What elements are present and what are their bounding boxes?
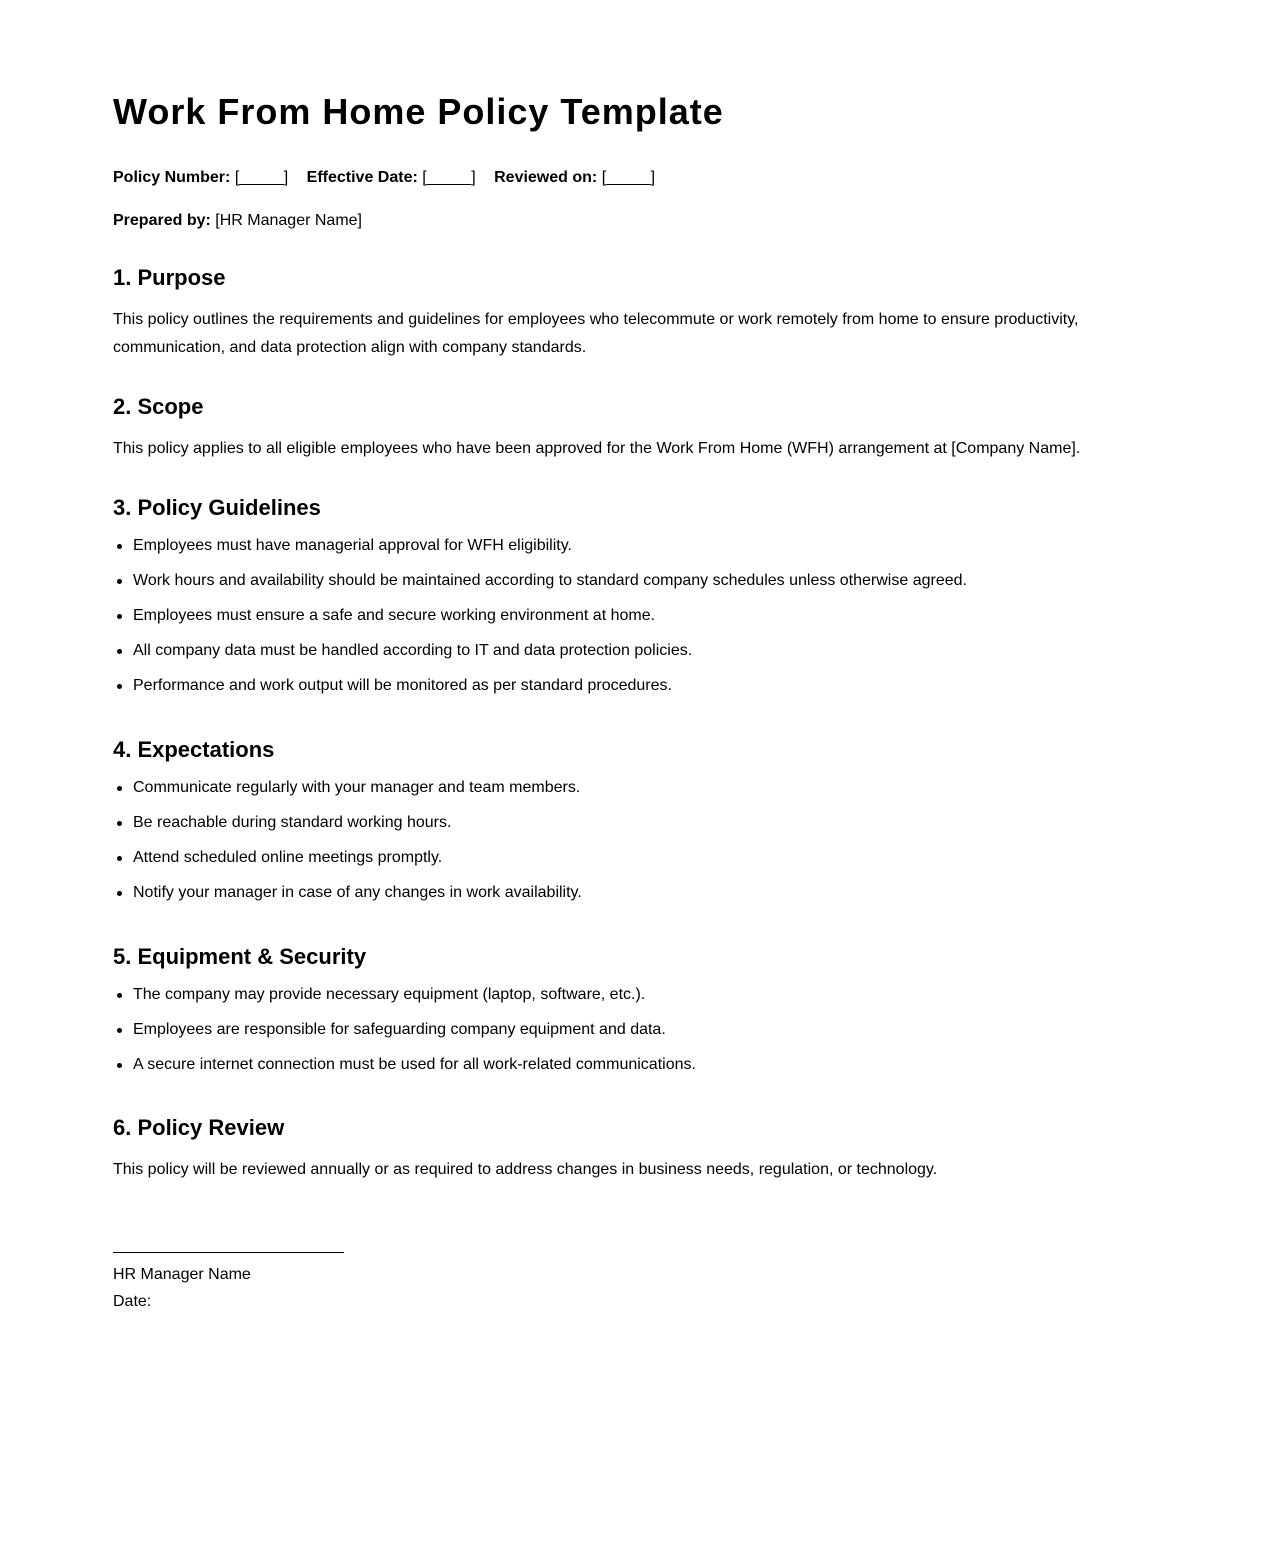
list-item: Be reachable during standard working hours. <box>133 813 1153 833</box>
document-title: Work From Home Policy Template <box>113 91 724 132</box>
section-policy-guidelines <box>113 494 1153 711</box>
signature-date-label: Date: <box>113 1293 152 1310</box>
expectations-list <box>113 778 1153 903</box>
list-item: Performance and work output will be monitored as per standard procedures. <box>133 676 1153 696</box>
section-paragraph: This policy will be reviewed annually or as required to address changes in business needs, regulation, or technology. <box>113 1161 938 1178</box>
list-item: All company data must be handled according to IT and data protection policies. <box>133 641 1153 661</box>
section-equipment-security <box>113 943 1153 1090</box>
list-item: Work hours and availability should be maintained according to standard company schedules unless otherwise agreed. <box>133 571 1153 591</box>
section-heading: 5. Equipment & Security <box>113 944 367 969</box>
list-item: Employees must have managerial approval for WFH eligibility. <box>133 536 1153 556</box>
prepared-by-value: [HR Manager Name] <box>215 212 362 229</box>
section-paragraph: This policy applies to all eligible employees who have been approved for the Work From Home (WFH) arrangement at [Company Name]. <box>113 440 1081 457</box>
bullet-icon <box>117 856 122 861</box>
bullet-icon <box>117 1028 122 1033</box>
bullet-icon <box>117 579 122 584</box>
list-item: The company may provide necessary equipment (laptop, software, etc.). <box>133 985 1153 1005</box>
equipment-list <box>113 985 1153 1075</box>
reviewed-on-label: Reviewed on: <box>494 169 598 186</box>
signature-line <box>113 1252 344 1253</box>
section-expectations <box>113 736 1153 918</box>
section-heading: 1. Purpose <box>113 265 226 290</box>
list-item: Employees must ensure a safe and secure working environment at home. <box>133 606 1153 626</box>
signature-name: HR Manager Name <box>113 1266 251 1283</box>
section-heading: 2. Scope <box>113 394 204 419</box>
section-policy-review <box>113 1114 1153 1184</box>
guidelines-list <box>113 536 1153 696</box>
list-item: Communicate regularly with your manager and team members. <box>133 778 1153 798</box>
policy-number-label: Policy Number: <box>113 169 231 186</box>
reviewed-on-value: [_____] <box>601 169 656 186</box>
signature-block <box>113 1252 344 1312</box>
section-purpose <box>113 264 1153 362</box>
list-item: Employees are responsible for safeguarding company equipment and data. <box>133 1020 1153 1040</box>
reviewed-on <box>494 168 655 188</box>
bullet-icon <box>117 649 122 654</box>
policy-meta-row <box>113 168 669 188</box>
section-heading: 4. Expectations <box>113 737 275 762</box>
prepared-by-label: Prepared by: <box>113 212 211 229</box>
effective-date-label: Effective Date: <box>306 169 418 186</box>
prepared-by-row <box>113 211 362 231</box>
list-item: A secure internet connection must be used for all work-related communications. <box>133 1055 1153 1075</box>
policy-number-value: [_____] <box>234 169 289 186</box>
bullet-icon <box>117 821 122 826</box>
section-heading: 6. Policy Review <box>113 1115 285 1140</box>
policy-number <box>113 168 288 188</box>
bullet-icon <box>117 993 122 998</box>
bullet-icon <box>117 891 122 896</box>
bullet-icon <box>117 684 122 689</box>
effective-date <box>307 168 476 188</box>
section-paragraph: This policy outlines the requirements and guidelines for employees who telecommute or work remotely from home to ensure productivity, communication, and data protection align with company standards. <box>113 311 1079 356</box>
bullet-icon <box>117 544 122 549</box>
bullet-icon <box>117 1063 122 1068</box>
section-scope <box>113 393 1153 463</box>
bullet-icon <box>117 786 122 791</box>
list-item: Attend scheduled online meetings promptly. <box>133 848 1153 868</box>
bullet-icon <box>117 614 122 619</box>
section-heading: 3. Policy Guidelines <box>113 495 321 520</box>
effective-date-value: [_____] <box>422 169 476 186</box>
list-item: Notify your manager in case of any changes in work availability. <box>133 883 1153 903</box>
